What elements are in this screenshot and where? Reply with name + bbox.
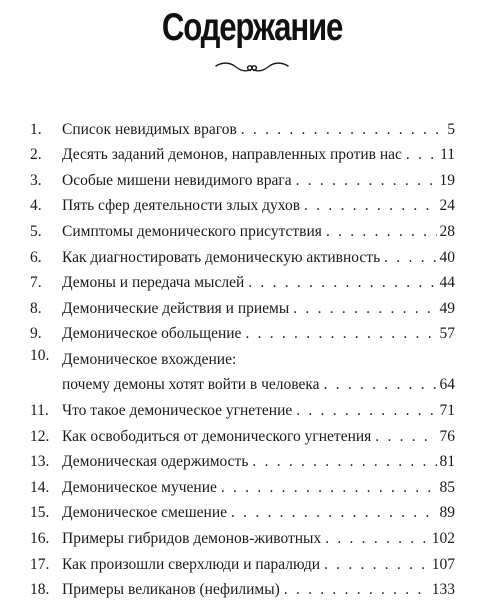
entry-title: Как произошли сверхлюди и паралюди (62, 555, 321, 573)
entry-title: Демоническая одержимость (62, 453, 249, 471)
dot-leader (326, 222, 437, 242)
toc-entry[interactable] (30, 421, 455, 447)
entry-number: 8. (30, 299, 42, 317)
dot-leader (241, 120, 444, 140)
toc-entry[interactable] (30, 395, 455, 421)
entry-number: 4. (30, 197, 42, 215)
toc-entry[interactable] (30, 165, 455, 191)
entry-page: 24 (439, 197, 455, 215)
toc-entry[interactable] (30, 498, 455, 524)
entry-title: Демонические действия и приемы (62, 299, 290, 317)
entry-page: 49 (439, 299, 455, 317)
entry-number: 2. (30, 146, 42, 164)
entry-title: Что такое демоническое угнетение (62, 401, 293, 419)
entry-title: Демоническое мучение (62, 478, 217, 496)
entry-title: Демоническое смешение (62, 504, 228, 522)
entry-number: 6. (30, 248, 42, 266)
entry-page: 133 (431, 581, 455, 599)
entry-page: 107 (431, 555, 455, 573)
entry-title: Демоническое вхождение: (62, 351, 237, 369)
dot-leader (245, 324, 436, 344)
entry-number: 3. (30, 171, 42, 189)
entry-page: 64 (439, 376, 455, 394)
toc-entry[interactable] (30, 242, 455, 268)
toc-entry[interactable] (30, 447, 455, 473)
entry-title: Особые мишени невидимого врага (62, 171, 292, 189)
toc-entry[interactable] (30, 549, 455, 575)
entry-number: 18. (30, 581, 50, 599)
entry-page: 81 (439, 453, 455, 471)
entry-number: 14. (30, 478, 50, 496)
toc-entry[interactable] (30, 575, 455, 600)
swirl-ornament-icon (212, 60, 292, 76)
dot-leader (293, 299, 436, 319)
dot-leader (324, 555, 429, 575)
toc-entry[interactable] (30, 114, 455, 140)
entry-title: Как диагностировать демоническую активность (62, 248, 381, 266)
entry-number: 1. (30, 120, 42, 138)
entry-page: 57 (439, 325, 455, 343)
dot-leader (248, 273, 436, 293)
entry-title: Как освободиться от демонического угнетения (62, 427, 372, 445)
entry-page: 11 (440, 146, 455, 164)
dot-leader (304, 196, 436, 216)
entry-page: 19 (439, 171, 455, 189)
toc-entry[interactable] (30, 344, 455, 395)
entry-number: 16. (30, 529, 50, 547)
entry-number: 9. (30, 325, 42, 343)
entry-number: 11. (30, 401, 49, 419)
toc-entry[interactable] (30, 140, 455, 166)
dot-leader (252, 452, 436, 472)
toc-entry[interactable] (30, 472, 455, 498)
entry-number: 7. (30, 274, 42, 292)
dot-leader (284, 580, 429, 600)
entry-number: 15. (30, 504, 50, 522)
entry-title: Список невидимых врагов (62, 120, 237, 138)
toc-entry[interactable] (30, 191, 455, 217)
dot-leader (324, 375, 437, 395)
dot-leader (296, 171, 437, 191)
entry-page: 5 (447, 120, 455, 138)
toc-entry[interactable] (30, 216, 455, 242)
toc-entry[interactable] (30, 523, 455, 549)
entry-title: Демоническое обольщение (62, 325, 242, 343)
entry-page: 76 (439, 427, 455, 445)
entry-title: Примеры великанов (нефилимы) (62, 581, 280, 599)
dot-leader (296, 401, 436, 421)
page-title: Содержание (161, 6, 343, 49)
entry-page: 89 (439, 504, 455, 522)
toc-entry[interactable] (30, 319, 455, 345)
entry-page: 102 (431, 529, 455, 547)
entry-number: 13. (30, 453, 50, 471)
toc-entry[interactable] (30, 268, 455, 294)
entry-title: Симптомы демонического присутствия (62, 222, 322, 240)
entry-title-continued: почему демоны хотят войти в человека (62, 376, 320, 394)
entry-page: 71 (439, 401, 455, 419)
entry-title: Десять заданий демонов, направленных против нас (62, 146, 402, 164)
entry-page: 85 (439, 478, 455, 496)
entry-number: 12. (30, 427, 50, 445)
dot-leader (325, 529, 429, 549)
entry-number: 5. (30, 222, 42, 240)
entry-number: 10. (30, 347, 50, 365)
toc-entry[interactable] (30, 293, 455, 319)
entry-title: Пять сфер деятельности злых духов (62, 197, 301, 215)
entry-title: Демоны и передача мыслей (62, 274, 245, 292)
dot-leader (375, 427, 436, 447)
dot-leader (221, 478, 437, 498)
dot-leader (231, 503, 436, 523)
entry-page: 28 (439, 222, 455, 240)
entry-number: 17. (30, 555, 50, 573)
entry-page: 40 (439, 248, 455, 266)
table-of-contents (30, 114, 455, 600)
entry-page: 44 (439, 274, 455, 292)
entry-title: Примеры гибридов демонов-животных (62, 529, 322, 547)
dot-leader (406, 145, 437, 165)
dot-leader (384, 248, 436, 268)
